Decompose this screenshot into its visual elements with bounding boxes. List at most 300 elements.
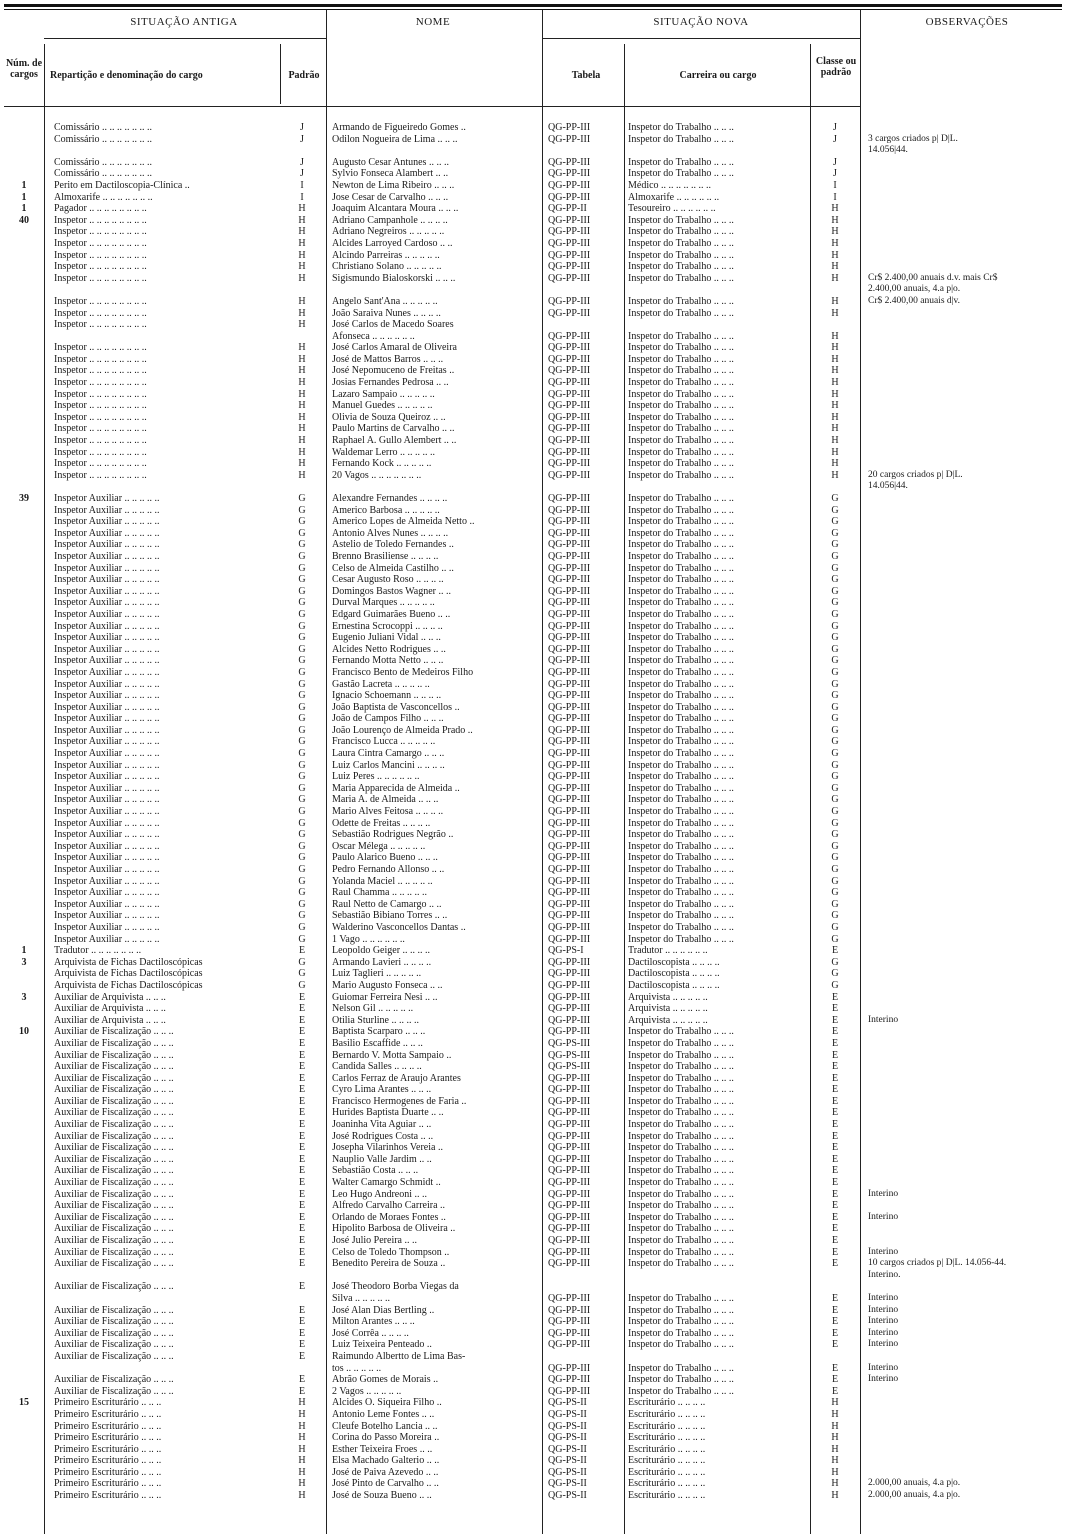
nome-cell: Guiomar Ferreira Nesi .. ..: [332, 991, 438, 1003]
table-row: [0, 910, 1076, 922]
carreira-cell: Arquivista .. .. .. .. ..: [628, 1014, 708, 1026]
num-cargos-cell: 1: [21, 203, 27, 215]
header-classe: Classe ou padrão: [815, 56, 857, 78]
padrao-cell: G: [298, 632, 306, 644]
tabela-cell: QG-PP-III: [548, 898, 591, 910]
padrao-cell: E: [298, 1211, 306, 1223]
classe-cell: G: [831, 608, 839, 620]
carreira-cell: Inspetor do Trabalho .. .. ..: [628, 690, 734, 702]
classe-cell: G: [831, 782, 839, 794]
nome-cell: Alcindo Parreiras .. .. .. .. ..: [332, 249, 440, 261]
table-row: [0, 261, 1076, 273]
padrao-cell: H: [298, 1466, 306, 1478]
table-row: [0, 876, 1076, 888]
observacao-cell: Interino: [868, 1292, 899, 1303]
classe-cell: E: [831, 1095, 839, 1107]
cargo-antigo-cell: Inspetor .. .. .. .. .. .. .. ..: [54, 272, 147, 284]
tabela-cell: QG-PP-III: [548, 458, 591, 470]
padrao-cell: H: [298, 214, 306, 226]
cargo-antigo-cell: Inspetor .. .. .. .. .. .. .. ..: [54, 237, 147, 249]
carreira-cell: Inspetor do Trabalho .. .. ..: [628, 400, 734, 412]
table-row: [0, 1316, 1076, 1328]
classe-cell: H: [831, 1432, 839, 1444]
carreira-cell: Inspetor do Trabalho .. .. ..: [628, 307, 734, 319]
cargo-antigo-cell: Inspetor Auxiliar .. .. .. .. ..: [54, 643, 160, 655]
carreira-cell: Inspetor do Trabalho .. .. ..: [628, 1316, 734, 1328]
table-row: [0, 1189, 1076, 1201]
tabela-cell: QG-PS-II: [548, 1455, 587, 1467]
carreira-cell: Inspetor do Trabalho .. .. ..: [628, 377, 734, 389]
carreira-cell: Escriturário .. .. .. ..: [628, 1455, 706, 1467]
table-row: [0, 180, 1076, 192]
observacao-cell: 20 cargos criados p| D|L.: [868, 469, 963, 480]
tabela-cell: QG-PP-III: [548, 562, 591, 574]
tabela-cell: QG-PP-III: [548, 400, 591, 412]
classe-cell: G: [831, 829, 839, 841]
nome-cell: Fernando Kock .. .. .. .. ..: [332, 458, 432, 470]
classe-cell: E: [831, 1153, 839, 1165]
padrao-cell: E: [298, 1350, 306, 1362]
padrao-cell: G: [298, 806, 306, 818]
carreira-cell: Almoxarife .. .. .. .. .. ..: [628, 191, 720, 203]
carreira-cell: Inspetor do Trabalho .. .. ..: [628, 1211, 734, 1223]
tabela-cell: QG-PP-III: [548, 759, 591, 771]
nome-cell: Raul Netto de Camargo .. ..: [332, 898, 442, 910]
tabela-cell: QG-PP-III: [548, 342, 591, 354]
tabela-cell: QG-PP-III: [548, 1177, 591, 1189]
tabela-cell: QG-PP-III: [548, 1258, 591, 1270]
padrao-cell: E: [298, 1327, 306, 1339]
nome-cell: Benedito Pereira de Souza ..: [332, 1258, 446, 1270]
cargo-antigo-cell: Inspetor Auxiliar .. .. .. .. ..: [54, 759, 160, 771]
classe-cell: E: [831, 1072, 839, 1084]
nome-cell: Hurides Baptista Duarte .. ..: [332, 1107, 444, 1119]
cargo-antigo-cell: Almoxarife .. .. .. .. .. .. ..: [54, 191, 153, 203]
padrao-cell: H: [298, 261, 306, 273]
padrao-cell: G: [298, 852, 306, 864]
cargo-antigo-cell: Inspetor Auxiliar .. .. .. .. ..: [54, 724, 160, 736]
table-row: [0, 725, 1076, 737]
table-row: [0, 1444, 1076, 1456]
table-row: [0, 447, 1076, 459]
nome-cell: Alexandre Fernandes .. .. .. ..: [332, 493, 448, 504]
cargo-antigo-cell: Inspetor .. .. .. .. .. .. .. ..: [54, 469, 147, 481]
cargo-antigo-cell: Primeiro Escriturário .. .. ..: [54, 1478, 162, 1490]
cargo-antigo-cell: Inspetor Auxiliar .. .. .. .. ..: [54, 539, 160, 551]
cargo-antigo-cell: Inspetor .. .. .. .. .. .. .. ..: [54, 365, 147, 377]
table-row: [0, 1142, 1076, 1154]
carreira-cell: Tradutor .. .. .. .. .. ..: [628, 945, 708, 957]
classe-cell: E: [831, 1130, 839, 1142]
classe-cell: G: [831, 655, 839, 667]
table-row: [0, 1026, 1076, 1038]
nome-cell: Basilio Escaffide .. .. ..: [332, 1037, 423, 1049]
tabela-cell: QG-PP-III: [548, 122, 591, 133]
classe-cell: H: [831, 307, 839, 319]
num-cargos-cell: 1: [21, 945, 27, 957]
cargo-antigo-cell: Inspetor Auxiliar .. .. .. .. ..: [54, 840, 160, 852]
table-row: [0, 899, 1076, 911]
tabela-cell: QG-PP-III: [548, 771, 591, 783]
cargo-antigo-cell: Auxiliar de Fiscalização .. .. ..: [54, 1026, 174, 1038]
cargo-antigo-cell: Inspetor .. .. .. .. .. .. .. ..: [54, 435, 147, 447]
table-row: [0, 192, 1076, 204]
tabela-cell: QG-PP-III: [548, 655, 591, 667]
nome-cell: Silva .. .. .. .. ..: [332, 1292, 391, 1304]
carreira-cell: Inspetor do Trabalho .. .. ..: [628, 759, 734, 771]
padrao-cell: G: [298, 724, 306, 736]
classe-cell: G: [831, 504, 839, 516]
carreira-cell: Inspetor do Trabalho .. .. ..: [628, 1095, 734, 1107]
carreira-cell: Inspetor do Trabalho .. .. ..: [628, 655, 734, 667]
tabela-cell: QG-PP-III: [548, 632, 591, 644]
classe-cell: G: [831, 527, 839, 539]
classe-cell: G: [831, 562, 839, 574]
padrao-cell: G: [298, 875, 306, 887]
padrao-cell: G: [298, 759, 306, 771]
padrao-cell: G: [298, 910, 306, 922]
padrao-cell: G: [298, 574, 306, 586]
cargo-antigo-cell: Inspetor Auxiliar .. .. .. .. ..: [54, 493, 160, 504]
nome-cell: Raimundo Albertto de Lima Bas-: [332, 1350, 466, 1362]
padrao-cell: H: [298, 435, 306, 447]
tabela-cell: QG-PP-III: [548, 701, 591, 713]
tabela-cell: QG-PP-III: [548, 249, 591, 261]
tabela-cell: QG-PP-III: [548, 388, 591, 400]
padrao-cell: J: [300, 168, 304, 180]
classe-cell: E: [831, 1107, 839, 1119]
classe-cell: G: [831, 852, 839, 864]
cargo-antigo-cell: Inspetor .. .. .. .. .. .. .. ..: [54, 307, 147, 319]
table-row: [0, 1200, 1076, 1212]
carreira-cell: Inspetor do Trabalho .. .. ..: [628, 921, 734, 933]
table-row: [0, 435, 1076, 447]
nome-cell: Maria A. de Almeida .. .. ..: [332, 794, 439, 806]
nome-cell: Ernestina Scrocoppi .. .. .. ..: [332, 620, 443, 632]
tabela-cell: QG-PS-II: [548, 1397, 587, 1409]
tabela-cell: QG-PP-III: [548, 1211, 591, 1223]
padrao-cell: G: [298, 979, 306, 991]
carreira-cell: Inspetor do Trabalho .. .. ..: [628, 550, 734, 562]
cargo-antigo-cell: Inspetor Auxiliar .. .. .. .. ..: [54, 608, 160, 620]
nome-cell: Corina do Passo Moreira ..: [332, 1432, 440, 1444]
cargo-antigo-cell: Inspetor .. .. .. .. .. .. .. ..: [54, 261, 147, 273]
header-carreira: Carreira ou cargo: [679, 70, 757, 81]
carreira-cell: Inspetor do Trabalho .. .. ..: [628, 330, 734, 342]
carreira-cell: Inspetor do Trabalho .. .. ..: [628, 875, 734, 887]
carreira-cell: Inspetor do Trabalho .. .. ..: [628, 226, 734, 238]
nome-cell: Antonio Leme Fontes .. ..: [332, 1408, 435, 1420]
carreira-cell: Inspetor do Trabalho .. .. ..: [628, 724, 734, 736]
tabela-cell: QG-PP-III: [548, 1316, 591, 1328]
padrao-cell: E: [298, 1374, 306, 1386]
carreira-cell: Inspetor do Trabalho .. .. ..: [628, 1049, 734, 1061]
num-cargos-cell: 1: [21, 191, 27, 203]
table-row: [0, 134, 1076, 146]
padrao-cell: G: [298, 921, 306, 933]
tabela-cell: QG-PP-III: [548, 1200, 591, 1212]
tabela-cell: QG-PP-III: [548, 840, 591, 852]
classe-cell: E: [831, 1235, 839, 1246]
rule-antiga: [44, 38, 326, 39]
nome-cell: Josepha Vilarinhos Vereia ..: [332, 1142, 443, 1154]
classe-cell: E: [831, 1258, 839, 1270]
padrao-cell: G: [298, 887, 306, 899]
padrao-cell: E: [298, 1037, 306, 1049]
carreira-cell: Inspetor do Trabalho .. .. ..: [628, 1037, 734, 1049]
tabela-cell: QG-PP-III: [548, 353, 591, 365]
cargo-antigo-cell: Auxiliar de Fiscalização .. .. ..: [54, 1095, 174, 1107]
cargo-antigo-cell: Arquivista de Fichas Dactiloscópicas: [54, 979, 203, 991]
table-row: [0, 122, 1076, 134]
table-row: [0, 563, 1076, 575]
tabela-cell: QG-PP-III: [548, 295, 591, 307]
padrao-cell: J: [300, 122, 304, 133]
classe-cell: J: [833, 133, 837, 145]
nome-cell: José Theodoro Borba Viegas da: [332, 1281, 459, 1293]
tabela-cell: QG-PP-III: [548, 1026, 591, 1038]
tabela-cell: QG-PP-III: [548, 1304, 591, 1316]
nome-cell: Domingos Bastos Wagner .. ..: [332, 585, 452, 597]
nome-cell: Afonseca .. .. .. .. .. ..: [332, 330, 415, 342]
cargo-antigo-cell: Inspetor .. .. .. .. .. .. .. ..: [54, 411, 147, 423]
cargo-antigo-cell: Primeiro Escriturário .. .. ..: [54, 1466, 162, 1478]
cargo-antigo-cell: Inspetor .. .. .. .. .. .. .. ..: [54, 226, 147, 238]
tabela-cell: QG-PP-III: [548, 1362, 591, 1374]
classe-cell: H: [831, 1408, 839, 1420]
table-row: [0, 470, 1076, 482]
nome-cell: Luiz Teixeira Penteado ..: [332, 1339, 432, 1351]
carreira-cell: Inspetor do Trabalho .. .. ..: [628, 1026, 734, 1038]
padrao-cell: G: [298, 562, 306, 574]
table-row: [0, 806, 1076, 818]
tabela-cell: QG-PP-III: [548, 1153, 591, 1165]
classe-cell: H: [831, 458, 839, 470]
carreira-cell: Inspetor do Trabalho .. .. ..: [628, 1362, 734, 1374]
cargo-antigo-cell: Auxiliar de Arquivista .. .. ..: [54, 1003, 166, 1015]
tabela-cell: QG-PP-III: [548, 330, 591, 342]
cargo-antigo-cell: Primeiro Escriturário .. .. ..: [54, 1397, 162, 1409]
nome-cell: Lazaro Sampaio .. .. .. .. ..: [332, 388, 435, 400]
table-row: [0, 1328, 1076, 1340]
carreira-cell: Inspetor do Trabalho .. .. ..: [628, 469, 734, 481]
padrao-cell: E: [298, 1095, 306, 1107]
table-row: [0, 481, 1076, 493]
nome-cell: Walter Camargo Schmidt ..: [332, 1177, 441, 1189]
tabela-cell: QG-PP-III: [548, 168, 591, 180]
nome-cell: Angelo Sant'Ana .. .. .. .. ..: [332, 295, 438, 307]
nome-cell: Gastão Lacreta .. .. .. .. ..: [332, 678, 430, 690]
table-row: [0, 760, 1076, 772]
carreira-cell: Inspetor do Trabalho .. .. ..: [628, 1142, 734, 1154]
classe-cell: E: [831, 1026, 839, 1038]
carreira-cell: Escriturário .. .. .. ..: [628, 1408, 706, 1420]
table-row: [0, 203, 1076, 215]
header-padrao: Padrão: [288, 70, 320, 81]
classe-cell: H: [831, 1420, 839, 1432]
carreira-cell: Inspetor do Trabalho .. .. ..: [628, 933, 734, 945]
classe-cell: H: [831, 330, 839, 342]
carreira-cell: Inspetor do Trabalho .. .. ..: [628, 1084, 734, 1096]
tabela-cell: QG-PP-III: [548, 713, 591, 725]
padrao-cell: E: [298, 1142, 306, 1154]
classe-cell: I: [833, 179, 837, 191]
carreira-cell: Inspetor do Trabalho .. .. ..: [628, 666, 734, 678]
cargo-antigo-cell: Inspetor Auxiliar .. .. .. .. ..: [54, 678, 160, 690]
padrao-cell: E: [298, 1072, 306, 1084]
tabela-cell: QG-PP-III: [548, 991, 591, 1003]
classe-cell: E: [831, 1061, 839, 1073]
table-row: [0, 319, 1076, 331]
table-row: [0, 864, 1076, 876]
padrao-cell: H: [298, 400, 306, 412]
classe-cell: E: [831, 1165, 839, 1177]
nome-cell: Armando Lavieri .. .. .. ..: [332, 956, 432, 968]
table-row: [0, 458, 1076, 470]
tabela-cell: QG-PS-II: [548, 1443, 587, 1455]
carreira-cell: Inspetor do Trabalho .. .. ..: [628, 829, 734, 841]
tabela-cell: QG-PP-III: [548, 214, 591, 226]
tabela-cell: QG-PP-III: [548, 736, 591, 748]
num-cargos-cell: 10: [19, 1026, 29, 1038]
tabela-cell: QG-PP-III: [548, 574, 591, 586]
padrao-cell: E: [298, 1188, 306, 1200]
cargo-antigo-cell: Inspetor Auxiliar .. .. .. .. ..: [54, 527, 160, 539]
nome-cell: 20 Vagos .. .. .. .. .. .. ..: [332, 469, 422, 481]
nome-cell: José Alan Dias Bertling ..: [332, 1304, 435, 1316]
padrao-cell: E: [298, 1107, 306, 1119]
tabela-cell: QG-PP-III: [548, 539, 591, 551]
padrao-cell: E: [298, 1223, 306, 1235]
nome-cell: tos .. .. .. .. ..: [332, 1362, 382, 1374]
nome-cell: Manuel Guedes .. .. .. .. ..: [332, 400, 433, 412]
padrao-cell: E: [298, 1003, 306, 1015]
carreira-cell: Inspetor do Trabalho .. .. ..: [628, 539, 734, 551]
classe-cell: G: [831, 701, 839, 713]
table-row: [0, 597, 1076, 609]
padrao-cell: J: [300, 133, 304, 145]
classe-cell: H: [831, 342, 839, 354]
classe-cell: E: [831, 1188, 839, 1200]
carreira-cell: Arquivista .. .. .. .. ..: [628, 1003, 708, 1015]
table-row: [0, 690, 1076, 702]
nome-cell: Walderino Vasconcellos Dantas ..: [332, 921, 466, 933]
padrao-cell: G: [298, 713, 306, 725]
table-row: [0, 528, 1076, 540]
nome-cell: Elsa Machado Galterio .. ..: [332, 1455, 440, 1467]
tabela-cell: QG-PP-III: [548, 1188, 591, 1200]
table-row: [0, 1223, 1076, 1235]
cargo-antigo-cell: Inspetor Auxiliar .. .. .. .. ..: [54, 585, 160, 597]
cargo-antigo-cell: Primeiro Escriturário .. .. ..: [54, 1490, 162, 1502]
tabela-cell: QG-PP-III: [548, 1130, 591, 1142]
tabela-cell: QG-PS-II: [548, 1420, 587, 1432]
cargo-antigo-cell: Inspetor .. .. .. .. .. .. .. ..: [54, 353, 147, 365]
carreira-cell: Inspetor do Trabalho .. .. ..: [628, 1119, 734, 1131]
observacao-cell: Cr$ 2.400,00 anuais d.v. mais Cr$: [868, 272, 998, 283]
table-row: [0, 1339, 1076, 1351]
header-situacao-antiga: SITUAÇÃO ANTIGA: [130, 16, 238, 28]
classe-cell: G: [831, 516, 839, 528]
nome-cell: Luiz Taglieri .. .. .. .. ..: [332, 968, 422, 980]
table-row: [0, 423, 1076, 435]
header-nome: NOME: [415, 16, 451, 28]
observacao-cell: Interino: [868, 1327, 899, 1338]
observacao-cell: Interino: [868, 1246, 899, 1257]
cargo-antigo-cell: Auxiliar de Fiscalização .. .. ..: [54, 1235, 174, 1246]
table-row: [0, 354, 1076, 366]
table-row: [0, 852, 1076, 864]
cargo-antigo-cell: Auxiliar de Fiscalização .. .. ..: [54, 1374, 174, 1386]
tabela-cell: QG-PP-III: [548, 666, 591, 678]
table-row: [0, 702, 1076, 714]
classe-cell: G: [831, 921, 839, 933]
cargo-antigo-cell: Auxiliar de Fiscalização .. .. ..: [54, 1177, 174, 1189]
classe-cell: G: [831, 817, 839, 829]
classe-cell: G: [831, 956, 839, 968]
cargo-antigo-cell: Inspetor Auxiliar .. .. .. .. ..: [54, 875, 160, 887]
tabela-cell: QG-PP-III: [548, 748, 591, 760]
carreira-cell: Inspetor do Trabalho .. .. ..: [628, 1153, 734, 1165]
tabela-cell: QG-PP-III: [548, 446, 591, 458]
cargo-antigo-cell: Auxiliar de Fiscalização .. .. ..: [54, 1316, 174, 1328]
carreira-cell: Inspetor do Trabalho .. .. ..: [628, 806, 734, 818]
nome-cell: Celso de Almeida Castilho .. ..: [332, 562, 454, 574]
nome-cell: Mario Alves Feitosa .. .. .. ..: [332, 806, 444, 818]
table-row: [0, 389, 1076, 401]
table-row: [0, 1073, 1076, 1085]
carreira-cell: Escriturário .. .. .. ..: [628, 1432, 706, 1444]
header-situacao-nova: SITUAÇÃO NOVA: [653, 16, 749, 28]
padrao-cell: E: [298, 1165, 306, 1177]
nome-cell: Olivia de Souza Queiroz .. ..: [332, 411, 446, 423]
cargo-antigo-cell: Pagador .. .. .. .. .. .. .. ..: [54, 203, 147, 215]
classe-cell: G: [831, 933, 839, 945]
carreira-cell: Inspetor do Trabalho .. .. ..: [628, 1223, 734, 1235]
classe-cell: G: [831, 887, 839, 899]
tabela-cell: QG-PS-I: [548, 945, 584, 957]
tabela-cell: QG-PP-III: [548, 1095, 591, 1107]
nome-cell: Americo Barbosa .. .. .. .. ..: [332, 504, 440, 516]
cargo-antigo-cell: Auxiliar de Fiscalização .. .. ..: [54, 1084, 174, 1096]
table-row: [0, 1061, 1076, 1073]
cargo-antigo-cell: Inspetor Auxiliar .. .. .. .. ..: [54, 748, 160, 760]
table-row: [0, 1386, 1076, 1398]
num-cargos-cell: 3: [21, 956, 27, 968]
cargo-antigo-cell: Auxiliar de Fiscalização .. .. ..: [54, 1119, 174, 1131]
carreira-cell: Inspetor do Trabalho .. .. ..: [628, 435, 734, 447]
padrao-cell: E: [298, 1130, 306, 1142]
padrao-cell: G: [298, 527, 306, 539]
padrao-cell: H: [298, 377, 306, 389]
classe-cell: H: [831, 1397, 839, 1409]
classe-cell: E: [831, 1246, 839, 1258]
cargo-antigo-cell: Inspetor Auxiliar .. .. .. .. ..: [54, 817, 160, 829]
cargo-antigo-cell: Comissário .. .. .. .. .. .. ..: [54, 122, 153, 133]
padrao-cell: E: [298, 1177, 306, 1189]
carreira-cell: Inspetor do Trabalho .. .. ..: [628, 423, 734, 435]
nome-cell: Yolanda Maciel .. .. .. .. ..: [332, 875, 433, 887]
table-row: [0, 493, 1076, 505]
num-cargos-cell: 3: [21, 991, 27, 1003]
padrao-cell: I: [300, 179, 304, 191]
cargo-antigo-cell: Inspetor Auxiliar .. .. .. .. ..: [54, 782, 160, 794]
nome-cell: Paulo Alarico Bueno .. .. ..: [332, 852, 438, 864]
table-row: [0, 273, 1076, 285]
classe-cell: G: [831, 632, 839, 644]
classe-cell: H: [831, 1466, 839, 1478]
classe-cell: G: [831, 713, 839, 725]
